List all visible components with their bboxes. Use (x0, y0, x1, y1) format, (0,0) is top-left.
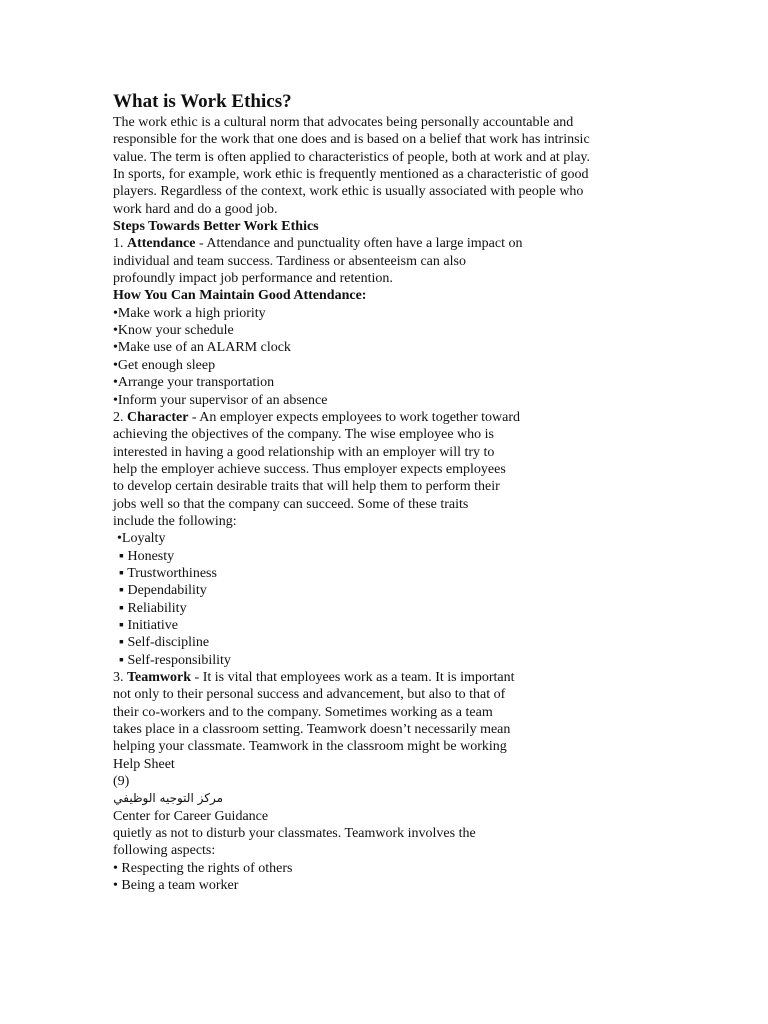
center-name: Center for Career Guidance (113, 808, 269, 824)
maintain-attendance-heading: How You Can Maintain Good Attendance: (113, 288, 367, 304)
list-item: ▪ Reliability (119, 600, 187, 616)
document-page (113, 92, 753, 894)
traits-list (113, 530, 753, 669)
list-item: •Make work a high priority (113, 305, 266, 321)
list-item: • Being a team worker (113, 878, 239, 894)
list-item: ▪ Initiative (119, 617, 179, 633)
arabic-center-name: مركز التوجيه الوظيفي (113, 791, 223, 806)
list-item: ▪ Trustworthiness (119, 565, 217, 581)
intro-line: In sports, for example, work ethic is frequently mentioned as a characteristic of good (113, 167, 589, 183)
character-section (113, 409, 753, 530)
teamwork-line: their co-workers and to the company. Sometimes working as a team (113, 704, 493, 720)
list-item: ▪ Self-discipline (119, 635, 210, 651)
attendance-line: - Attendance and punctuality often have a large impact on (195, 236, 523, 252)
teamwork-line: following aspects: (113, 843, 216, 859)
character-line: - An employer expects employees to work together toward (188, 409, 521, 425)
team-aspects-list (113, 860, 753, 895)
character-number: 2. (113, 409, 127, 425)
steps-heading: Steps Towards Better Work Ethics (113, 219, 319, 235)
intro-line: responsible for the work that one does and is based on a belief that work has intrinsic (113, 132, 590, 148)
character-term: Character (127, 409, 189, 425)
teamwork-line: takes place in a classroom setting. Teamwork doesn’t necessarily mean (113, 722, 511, 738)
teamwork-line: not only to their personal success and advancement, but also to that of (113, 687, 506, 703)
character-line: to develop certain desirable traits that will help them to perform their (113, 479, 500, 495)
list-item: ▪ Self-responsibility (119, 652, 231, 668)
teamwork-continued (113, 825, 753, 860)
teamwork-line: quietly as not to disturb your classmates. Teamwork involves the (113, 826, 476, 842)
teamwork-line: - It is vital that employees work as a team. It is important (191, 670, 515, 685)
teamwork-term: Teamwork (127, 670, 192, 685)
list-item: •Get enough sleep (113, 357, 216, 373)
attendance-term: Attendance (127, 236, 196, 252)
teamwork-section (113, 669, 753, 756)
character-line: include the following: (113, 513, 237, 529)
teamwork-line: helping your classmate. Teamwork in the classroom might be working (113, 739, 507, 755)
list-item: •Arrange your transportation (113, 375, 275, 391)
character-line: help the employer achieve success. Thus employer expects employees (113, 461, 506, 477)
intro-paragraph (113, 114, 753, 218)
attendance-line: profoundly impact job performance and retention. (113, 271, 393, 287)
list-item: •Loyalty (117, 531, 166, 547)
page-footer (113, 756, 753, 825)
list-item: •Know your schedule (113, 323, 234, 339)
attendance-tips-list (113, 305, 753, 409)
teamwork-number: 3. (113, 670, 127, 685)
intro-line: The work ethic is a cultural norm that advocates being personally accountable and (113, 115, 574, 130)
attendance-section (113, 235, 753, 287)
page-title: What is Work Ethics? (113, 91, 292, 112)
attendance-line: individual and team success. Tardiness or absenteeism can also (113, 253, 466, 269)
character-line: achieving the objectives of the company. The wise employee who is (113, 427, 495, 443)
help-sheet-label: Help Sheet (113, 756, 175, 772)
list-item: • Respecting the rights of others (113, 860, 293, 876)
character-line: jobs well so that the company can succeed. Some of these traits (113, 496, 469, 512)
list-item: •Inform your supervisor of an absence (113, 392, 328, 408)
character-line: interested in having a good relationship with an employer will try to (113, 444, 495, 460)
intro-line: players. Regardless of the context, work ethic is usually associated with people who (113, 184, 584, 200)
page-number: (9) (113, 774, 130, 790)
list-item: ▪ Dependability (119, 583, 207, 599)
list-item: ▪ Honesty (119, 548, 175, 564)
attendance-number: 1. (113, 236, 127, 252)
intro-line: work hard and do a good job. (113, 201, 278, 217)
list-item: •Make use of an ALARM clock (113, 340, 291, 356)
intro-line: value. The term is often applied to characteristics of people, both at work and at play. (113, 149, 591, 165)
